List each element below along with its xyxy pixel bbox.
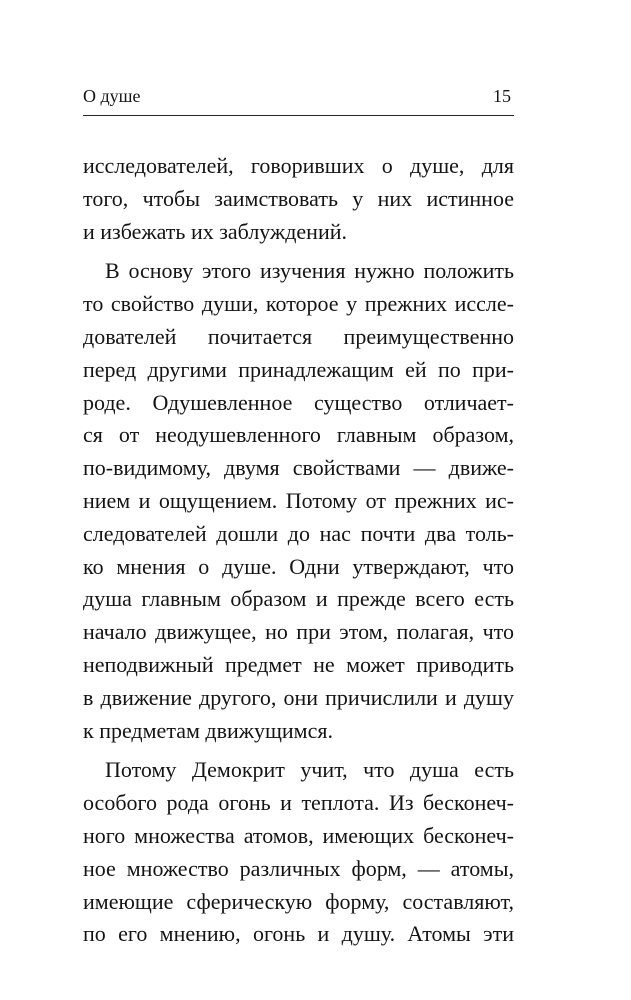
- text-line: имеющие сферическую форму, составляют,: [83, 888, 514, 914]
- text-line: в движение другого, они причислили и душу: [83, 684, 514, 710]
- text-line: нием и ощущением. Потому от прежних ис-: [83, 487, 514, 513]
- text-line: по его мнению, огонь и душу. Атомы эти: [83, 921, 514, 947]
- text-line: ное множество различных форм, — атомы,: [83, 855, 514, 881]
- text-line: неподвижный предмет не может приводить: [83, 651, 514, 677]
- text-line: душа главным образом и прежде всего есть: [83, 586, 514, 612]
- text-line: ся от неодушевленного главным образом,: [83, 422, 514, 448]
- running-title: О душе: [83, 86, 141, 106]
- text-line: ко мнения о душе. Одни утверждают, что: [83, 553, 514, 579]
- text-line: роде. Одушевленное существо отличает-: [83, 389, 514, 415]
- text-line: и избежать их заблуждений.: [83, 218, 347, 244]
- text-line: перед другими принадлежащим ей по при-: [83, 356, 514, 382]
- text-line: В основу этого изучения нужно положить: [105, 258, 514, 284]
- text-line: особого рода огонь и теплота. Из бесконеч-: [83, 790, 514, 816]
- text-line: по-видимому, двумя свойствами — движе-: [83, 455, 514, 481]
- text-line: того, чтобы заимствовать у них истинное: [83, 185, 514, 211]
- text-line: дователей почитается преимущественно: [83, 323, 514, 349]
- paragraph-3: [83, 754, 514, 951]
- body-text: [83, 150, 514, 958]
- running-head: [83, 82, 513, 108]
- text-line: то свойство души, которое у прежних иссле-: [83, 291, 514, 317]
- text-line: начало движущее, но при этом, полагая, что: [83, 619, 514, 645]
- text-line: ного множества атомов, имеющих бесконеч-: [83, 822, 514, 848]
- page-number: 15: [493, 86, 511, 106]
- paragraph-2: [83, 255, 514, 747]
- paragraph-1: [83, 150, 514, 248]
- header-rule: [83, 115, 514, 116]
- text-line: исследователей, говоривших о душе, для: [83, 153, 514, 178]
- text-line: к предметам движущимся.: [83, 717, 333, 743]
- text-line: Потому Демокрит учит, что душа есть: [105, 757, 514, 783]
- text-line: следователей дошли до нас почти два толь-: [83, 520, 514, 546]
